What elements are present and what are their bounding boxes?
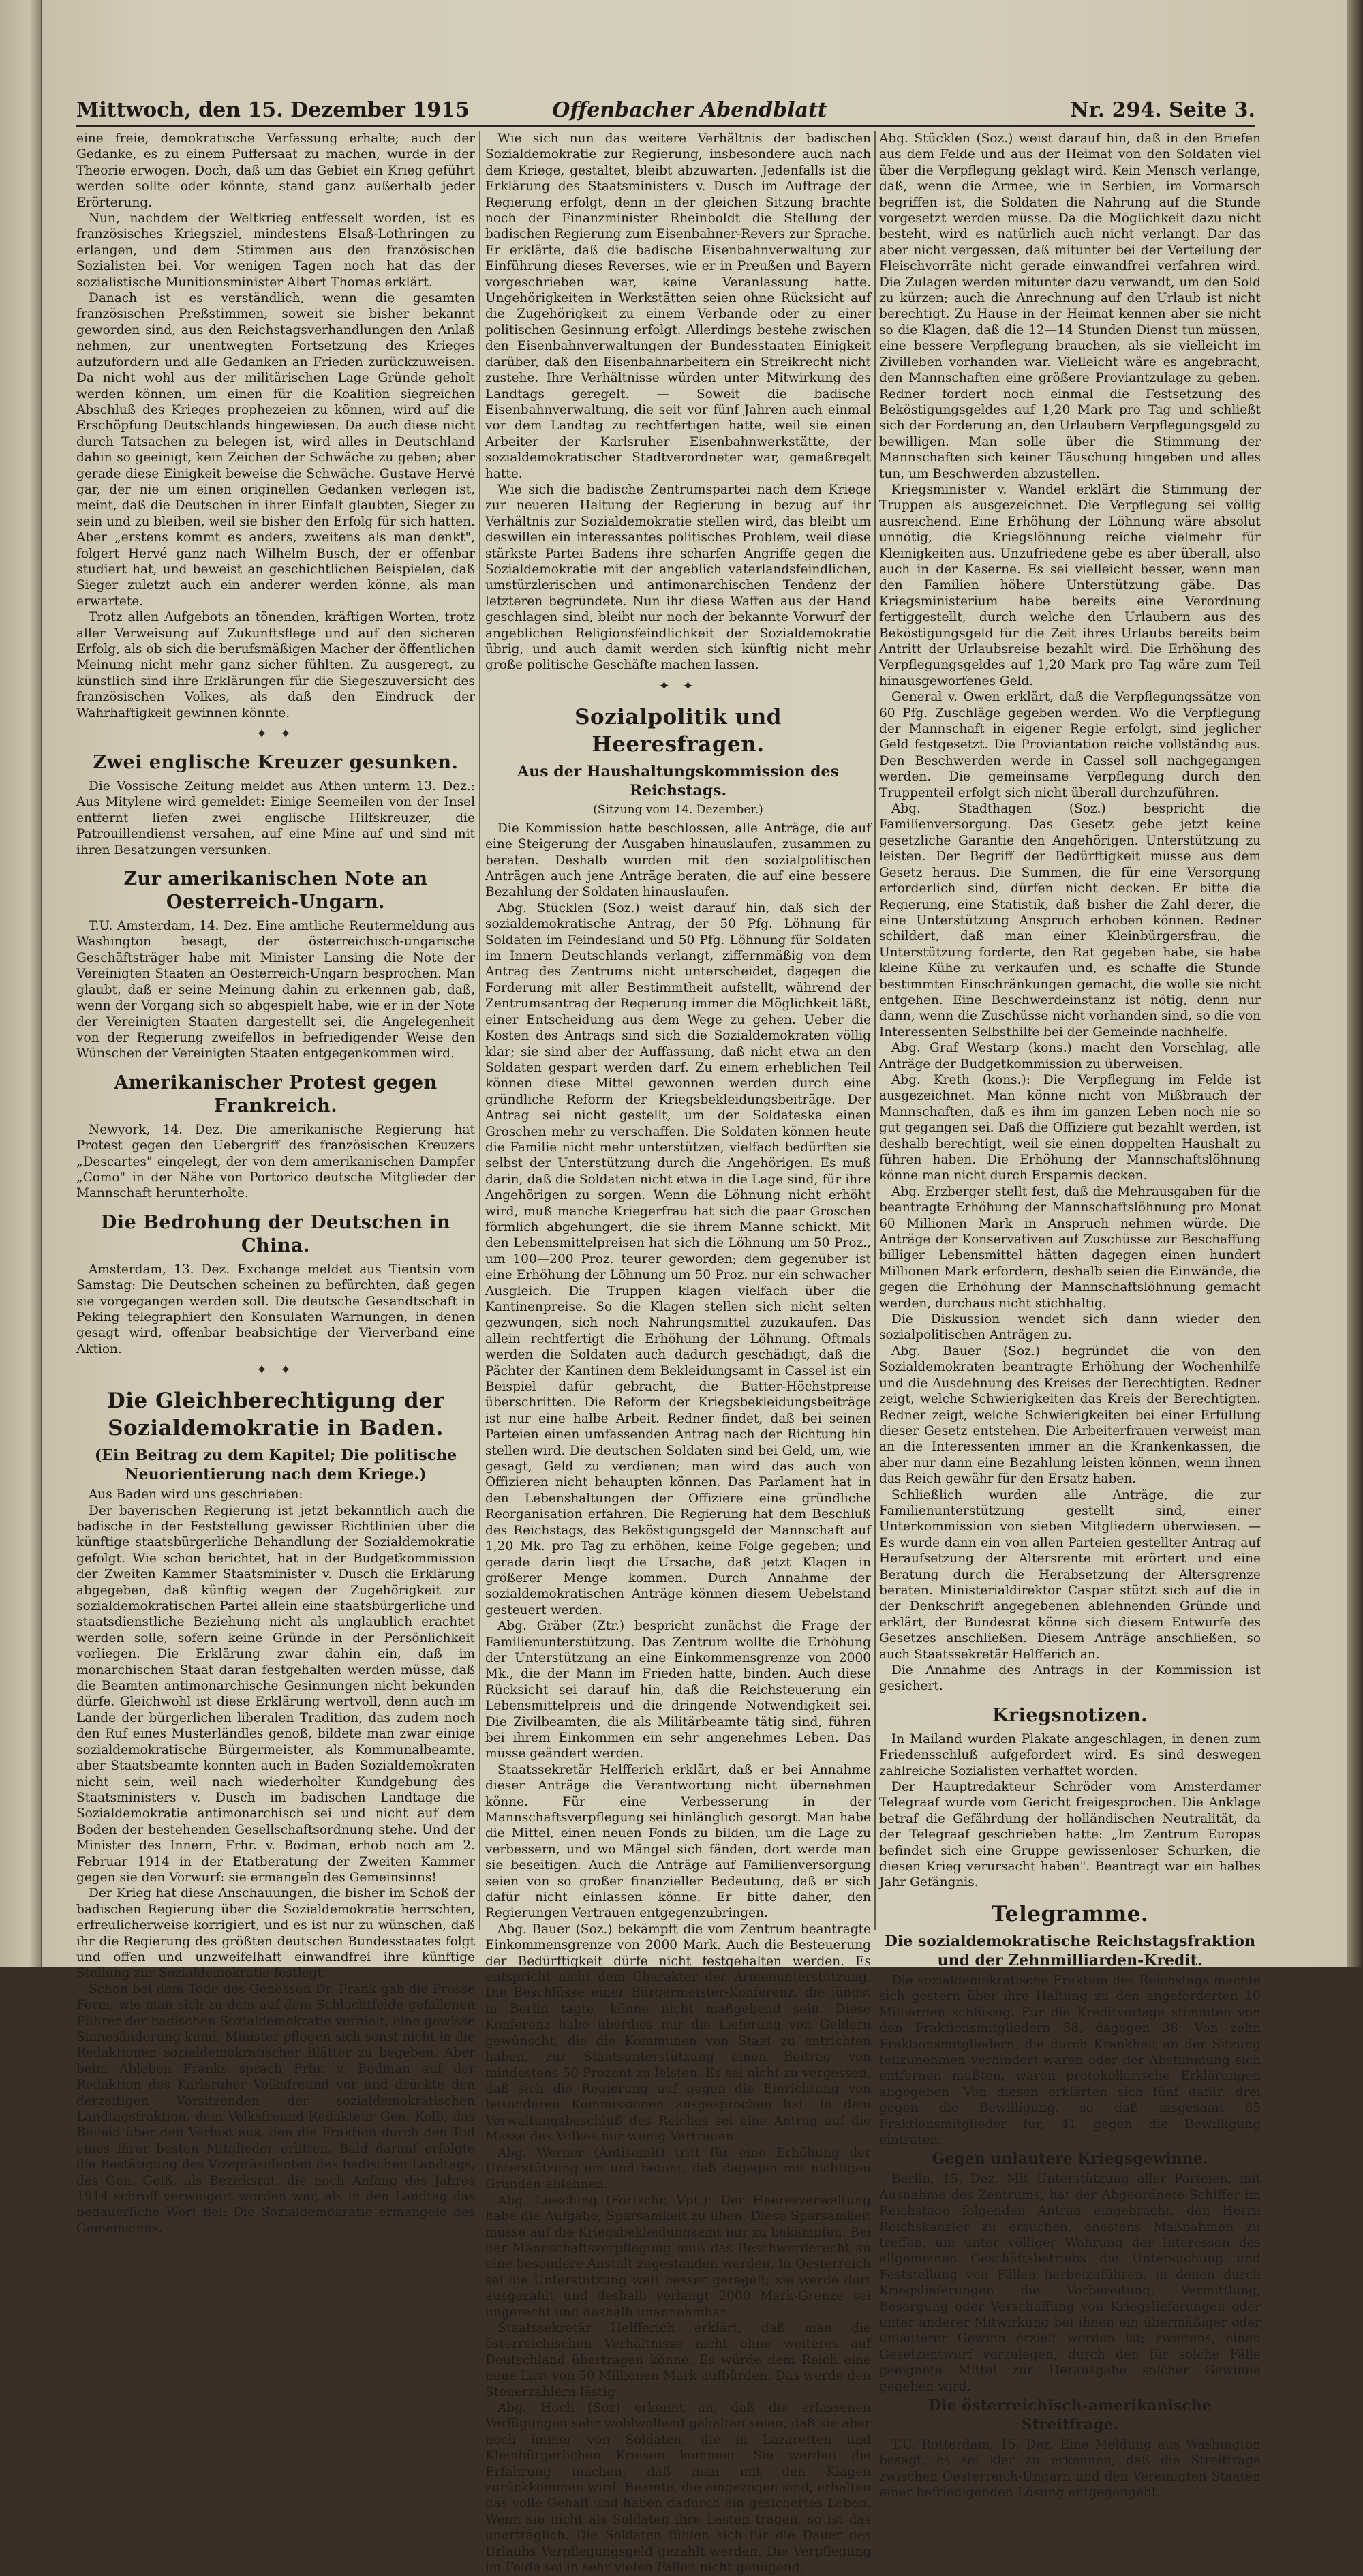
- paragraph: General v. Owen erklärt, daß die Verpflegungssätze von 60 Pfg. Zuschläge gegeben werden. Wo die Verpflegung der Mannschaft in eigener Regie erfolgt, sind jeglicher Geld festgesetzt. Die Proviantation reiche vollständig aus. Den Beschwerden werde in Cassel soll nachgegangen werden. Die gemeinsame Verpflegung durch den Truppenteil erfolgt sich nicht überall durchzuführen.: [879, 690, 1261, 800]
- column-1: [76, 131, 475, 2236]
- paragraph: Schon bei dem Tode des Genossen Dr. Frank gab die Presse Form, wie man sich zu dem auf dem Schlachtfelde gefallenen Führer der badischen Sozialdemokratie verhielt, eine gewisse Sinnesänderung kund. Minister pflogen sich sonst nicht in die Redaktionen sozialdemokratischer Blätter zu begeben. Aber beim Ableben Franks sprach Frhr. v. Bodman auf der Redaktion des Karlsruher Volksfreund vor und drückte den derzeitigen Vorsitzenden der sozialdemokratischen Landtagsfraktion, dem Volksfreund-Redakteur Gen. Kolb, das Beileid über den Verlust aus, den die Fraktion durch den Tod eines ihrer besten Mitglieder erlitten. Bald darauf erfolgte die Bestätigung des Vizepräsidenten des badischen Landtags, des Gen. Geiß, als Bezirksrat, die noch Anfang des Jahres 1914 schroff verweigert worden war, als in den Landtag das bedauerliche Wort fiel: Die Sozialdemokratie ermangele des Gemeinsinns.: [76, 1982, 475, 2236]
- paragraph: Abg. Bauer (Soz.) begründet die von den Sozialdemokraten beantragte Erhöhung der Wochenhilfe und die Ausdehnung des Kreises der Berechtigten. Redner zeigt, welche Schwierigkeiten das Kreis der Berechtigten. Redner zeigt, welche Schwierigkeiten bei einer Erfüllung dieser Gesetz entstehen. Die Arbeiterfrauen verweist man an die Interessenten immer an die Krankenkassen, die aber nur dann eine Bezahlung leisten können, wenn ihnen das Reich gewähr für den Ersatz haben.: [879, 1344, 1261, 1487]
- headline-sozialpolitik: Sozialpolitik und Heeresfragen.: [575, 704, 782, 757]
- header-rule: [76, 125, 1255, 127]
- paragraph: Die Annahme des Antrags in der Kommission ist gesichert.: [879, 1663, 1261, 1694]
- paragraph: Abg. Stücklen (Soz.) weist darauf hin, daß in den Briefen aus dem Felde und aus der Heimat von den Soldaten viel über die Verpflegung geklagt wird. Kein Mensch verlange, daß, wenn die Armee, wie in Serbien, im Vormarsch begriffen ist, die Soldaten die Nahrung auf die Stunde vorgesetzt werden müsse. Da die Möglichkeit dazu nicht besteht, wird es natürlich auch nicht verlangt. Dar das aber nicht vergessen, daß mitunter bei der Verteilung der Fleischvorräte nicht gerade einwandfrei verfahren wird. Die Zulagen werden mitunter dazu verwandt, um den Sold zu kürzen; auch die Anrechnung auf den Urlaub ist nicht berechtigt. Zu Hause in der Heimat kennen aber sie nicht so die Klagen, daß die 12—14 Stunden Dienst tun müssen, eine bessere Verpflegung brauchen, als sie vielleicht im Zivilleben vorhanden war. Vielleicht wäre es angebracht, den Mannschaften eine größere Proviantzulage zu geben. Redner fordert noch einmal die Festsetzung des Beköstigungsgeldes auf 1,20 Mark pro Tag und schließt sich der Forderung an, den Urlaubern Verpflegungsgeld zu bewilligen. Man solle über die Stimmung der Mannschaften sich keiner Täuschung hingeben und alles tun, um Beschwerden abzustellen.: [879, 132, 1261, 481]
- paragraph: In Mailand wurden Plakate angeschlagen, in denen zum Friedensschluß aufgefordert wird. Es sind deswegen zahlreiche Sozialisten verhaftet worden.: [879, 1731, 1261, 1778]
- paragraph: Aus Baden wird uns geschrieben:: [89, 1487, 303, 1502]
- column-rule: [479, 131, 480, 1930]
- paragraph: Danach ist es verständlich, wenn die gesamten französischen Preßstimmen, soweit sie bisher bekannt geworden sind, aus den Reichstagsverhandlungen den Anlaß nehmen, zur unentwegten Fortsetzung des Krieges aufzufordern und alle Gedanken an Frieden zurückzuweisen. Da nicht wohl aus der militärischen Lage Gründe geholt werden können, um einen für die Koalition siegreichen Abschluß des Krieges prophezeien zu können, wird auf die Erschöpfung Deutschlands hingewiesen. Da auch diese nicht durch Tatsachen zu belegen ist, wird alles in Deutschland dahin so geeinigt, kein Zeichen der Schwäche zu geben; aber gerade diese Einigkeit beweise die Schwäche. Gustave Hervé gar, der nie um einen originellen Gedanken verlegen ist, meint, daß die Deutschen in ihrer Einfalt glaubten, Sieger zu sein und zu bleiben, weil sie bisher den Erfolg für sich hatten. Aber „erstens kommt es anders, zweitens als man denkt", folgert Hervé ganz nach Wilhelm Busch, der er offenbar studiert hat, und beweist an geschichtlichen Beispielen, daß Sieger zuletzt auch ein anderer werden könne, als man erwartete.: [76, 291, 475, 609]
- paragraph: Abg. Gräber (Ztr.) bespricht zunächst die Frage der Familienunterstützung. Das Zentrum wollte die Erhöhung der Unterstützung an eine Einkommensgrenze von 2000 Mk., die der Mann im Frieden hatte, binden. Auch diese Rücksicht sei darauf hin, daß die Reichsteuerung ein Lebensmittelpreis und die dringende Notwendigkeit sei. Die Zivilbeamten, die als Militärbeamte tätig sind, führen bei ihrem Einkommen ein sehr angenehmes Leben. Das müsse geändert werden.: [485, 1619, 871, 1761]
- headline-streitfrage: Die österreichisch-amerikanische Streitfrage.: [928, 2397, 1212, 2434]
- paragraph: Amsterdam, 13. Dez. Exchange meldet aus Tientsin vom Samstag: Die Deutschen scheinen zu befürchten, daß gegen sie vorgegangen werden soll. Die deutsche Gesandtschaft in Peking telegraphiert den Konsulaten Warnungen, in denen gesagt wird, offenbar beabsichtige der Vierverband eine Aktion.: [76, 1262, 475, 1357]
- paragraph: Berlin, 15. Dez. Mit Unterstützung aller Parteien, mit Ausnahme des Zentrums, hat der Abgeordnete Schiffer im Reichstage folgenden Antrag eingebracht, den Herrn Reichskanzler zu ersuchen, ehestens Maßnahmen zu treffen, um unter völliger Wahrung der Interessen des allgemeinen Geschäftsbetriebs die Untersuchung und Feststellung von Fällen herbeizuführen, in denen durch Kriegslieferungen die Vorbereitung, Vermittlung, Besorgung oder Verschaffung von Kriegslieferungen oder unter anderer Mitwirkung bei ihnen ein übermäßiger oder unlauterer Gewinn erzielt worden ist; zweitens, einen Gesetzentwurf vorzulegen, durch den für solche Fälle geeignete Mittel zur Herausgabe solcher Gewinne gegeben wird.: [879, 2172, 1261, 2394]
- separator: ✦ ✦: [256, 1361, 296, 1378]
- headline-note: Zur amerikanischen Note an Oesterreich-Ungarn.: [123, 868, 428, 913]
- paragraph: Abg. Werner (Antisemit) tritt für eine Erhöhung der Unterstützung ein und betont, daß dagegen mit nichtigen Gründen ablehnen.: [485, 2145, 871, 2192]
- separator: ✦ ✦: [658, 677, 698, 694]
- header-date: Mittwoch, den 15. Dezember 1915: [76, 98, 470, 122]
- paragraph: T.U. Rotterdam, 15. Dez. Eine Meldung aus Washington besagt, es sei klar zu erkennen, daß die Streitfrage zwischen Oesterreich-Ungarn und den Vereinigten Staaten einer befriedigenden Lösung entgegengeht.: [879, 2438, 1261, 2500]
- headline-china: Die Bedrohung der Deutschen in China.: [100, 1211, 451, 1256]
- paragraph: Schließlich wurden alle Anträge, die zur Familienunterstützung gestellt sind, einer Unterkommission von sieben Mitgliedern überwiesen. — Es wurde dann ein von allen Parteien gestellter Antrag auf Heraufsetzung der Altersrente mit erörtert und eine Beratung durch die Herabsetzung der Altersgrenze beraten. Ministerialdirektor Caspar stützt sich auf die in der Denkschrift angegebenen ablehnenden Gründe und erklärt, der Bundesrat könne sich diesem Entwurfe des Gesetzes anschließen. Diesem Anträge anschließen, so auch Staatssekretär Helfferich an.: [879, 1487, 1261, 1662]
- headline-kreuzer: Zwei englische Kreuzer gesunken.: [93, 752, 459, 774]
- headline-telegramme: Telegramme.: [991, 1901, 1149, 1926]
- headline-baden: Die Gleichberechtigung der Sozialdemokratie in Baden.: [106, 1389, 445, 1441]
- paragraph: Nun, nachdem der Weltkrieg entfesselt worden, ist es französisches Kriegsziel, mindestens Elsaß-Lothringen zu erlangen, und dem Stimmen aus den französischen Sozialisten bei. Vor wenigen Tagen noch hat das der sozialistische Munitionsminister Albert Thomas erklärt.: [76, 211, 475, 290]
- headline-kriegsnotizen: Kriegsnotizen.: [992, 1704, 1148, 1726]
- paragraph: Abg. Erzberger stellt fest, daß die Mehrausgaben für die beantragte Erhöhung der Mannschaftslöhnung pro Monat 60 Millionen Mark in Anspruch nehmen würde. Die Anträge der Konservativen auf Zuschüsse zur Beschaffung billiger Lebensmittel hätten dagegen einen hundert Millionen Mark erfordern, deshalb seien die Einwände, die gegen die Erhöhung der Mannschaftslöhnung gemacht werden, durchaus nicht stichhaltig.: [879, 1184, 1261, 1311]
- paragraph: Staatssekretär Helfferich erklärt, daß man die österreichischen Verhältnisse nicht ohne weiteres auf Deutschland übertragen könne. Es würde dem Reich eine neue Last von 50 Millionen Mark aufbürden. Das werde den Steuerzahlern lästig.: [485, 2321, 871, 2399]
- headline-fraktion: Die sozialdemokratische Reichstagsfraktion und der Zehnmilliarden-Kredit.: [884, 1932, 1256, 1969]
- headline-kriegsgewinne: Gegen unlautere Kriegsgewinne.: [932, 2150, 1208, 2168]
- column-3: [879, 131, 1261, 2500]
- paragraph: Abg. Kreth (kons.): Die Verpflegung im Felde ist ausgezeichnet. Man könne nicht von Mißbrauch der Mannschaften, daß es ihm im ganzen Leben noch nie so gut gegangen sei. Daß die Offiziere gut bezahlt werden, ist deshalb berechtigt, weil sie einen doppelten Haushalt zu führen haben. Die Erhöhung der Mannschaftslöhnung könne man nicht durch Ersparnis decken.: [879, 1072, 1261, 1183]
- subheadline-haushalt: Aus der Haushaltungskommission des Reichstags.: [517, 762, 839, 800]
- paragraph: Die Diskussion wendet sich dann wieder den sozialpolitischen Anträgen zu.: [879, 1312, 1261, 1343]
- column-rule: [874, 131, 876, 1930]
- separator: ✦ ✦: [256, 725, 296, 742]
- book-binding-edge: [1347, 0, 1363, 1967]
- paragraph: Abg. Bauer (Soz.) bekämpft die vom Zentrum beantragte Einkommensgrenze von 2000 Mark. Auch die Besteuerung der Bedürftigkeit dürfe nicht festgehalten werden. Es entspricht nicht dem Charakter der Armenunterstützung. Die Beschlüsse einer Bürgermeister-Konferenz, die jüngst in Berlin tagte, könne nicht maßgebend sein. Diese Konferenz habe überdies nur die Lieferung von Geldern gewünscht, die die Kommunen von Staat zu entrichten haben, zur Staatsunterstützung einen Beitrag von mindestens 50 Prozent zu leisten. Es sei nicht zu vergessen, daß sich die Regierung auf gegen die Einrichtung von besonderen Kommissionen ausgesprochen hat. In dem Verwaltungsbeschluß des Reiches sei eine Antrag auf die Masse des Volkes nur wenig Vertrauen.: [485, 1922, 871, 2145]
- paragraph: Kriegsminister v. Wandel erklärt die Stimmung der Truppen als ausgezeichnet. Die Verpflegung sei völlig ausreichend. Eine Erhöhung der Löhnung wäre absolut unnötig, die Kriegslöhnung reiche vielmehr für Kleinigkeiten aus. Unzufriedene gebe es aber überall, also auch in der Kaserne. Es sei vielleicht besser, wenn man den Familien höhere Unterstützung gäbe. Das Kriegsministerium habe bereits eine Verordnung fertiggestellt, durch welche den Urlaubern aus des Beköstigungsgeld für die Zeit ihres Urlaubs bereits beim Antritt der Urlaubsreise bezahlt wird. Die Erhöhung des Verpflegungsgeldes auf 1,20 Mark pro Tag wäre zum Teil hinausgeworfenes Geld.: [879, 482, 1261, 688]
- subheadline-baden: (Ein Beitrag zu dem Kapitel; Die politische Neuorientierung nach dem Kriege.): [94, 1446, 457, 1484]
- paragraph: Der Krieg hat diese Anschauungen, die bisher im Schoß der badischen Regierung über die Sozialdemokratie herrschten, erfreulicherweise korrigiert, und es ist nur zu wünschen, daß ihr die Regierung des größten deutschen Bundesstaates folgt und offen und unzweifelhaft einwandfrei ihre künftige Stellung zur Sozialdemokratie festlegt.: [76, 1886, 475, 1981]
- paragraph: Der bayerischen Regierung ist jetzt bekanntlich auch die badische in der Feststellung gewisser Richtlinien über die künftige staatsbürgerliche Behandlung der Sozialdemokratie gefolgt. Wie schon berichtet, hat in der Budgetkommission der Zweiten Kammer Staatsminister v. Dusch die Erklärung abgegeben, daß künftig wegen der Zugehörigkeit zur sozialdemokratischen Partei allein eine staatsbürgerliche und staatsdienstliche Beziehung nicht als unglaublich erachtet werden solle, sofern keine Gründe in der Persönlichkeit vorliegen. Die Erklärung zwar dahin ein, daß im monarchischen Staat daran festgehalten werden müsse, daß die Beamten antimonarchische Gesinnungen nicht bekunden dürfe. Gleichwohl ist diese Erklärung wertvoll, denn auch im Lande der bürgerlichen liberalen Tradition, das zudem noch den Ruf eines Musterländles genoß, bildete man zwar einige sozialdemokratische Bürgermeister, als Kommunalbeamte, aber Staatsbeamte konnten auch in Baden Sozialdemokraten nicht sein, weil nach wiederholter Kundgebung des Staatsministers v. Dusch im badischen Landtage die Sozialdemokratie antimonarchisch sei und nicht auf dem Boden der bestehenden Gesellschaftsordnung stehe. Und der Minister des Innern, Frhr. v. Bodman, erhob noch am 2. Februar 1914 in der Etatberatung der Zweiten Kammer gegen sie den Vorwurf: sie ermangeln des Gemeinsinns!: [76, 1503, 475, 1885]
- column-2: [485, 131, 871, 2575]
- paragraph: Die Vossische Zeitung meldet aus Athen unterm 13. Dez.: Aus Mitylene wird gemeldet: Einige Seemeilen von der Insel entfernt liefen zwei englische Hilfskreuzer, die Patrouillendienst versahen, auf eine Mine auf und sind mit ihren Besatzungen versunken.: [76, 779, 475, 858]
- paragraph: Abg. Stücklen (Soz.) weist darauf hin, daß sich der sozialdemokratische Antrag, der 50 Pfg. Löhnung für Soldaten im Feindesland und 50 Pfg. Löhnung für Soldaten im Innern Deutschlands verlangt, ziffernmäßig von dem Antrag des Zentrums nicht unterscheidet, dagegen die Forderung mit aller Bestimmtheit aufstellt, während der Zentrumsantrag der Regierung immer die Möglichkeit läßt, einer Entscheidung aus dem Wege zu gehen. Ueber die Kosten des Antrags sind sich die Sozialdemokraten völlig klar; sie sind aber der Auffassung, daß nicht etwa an den Soldaten gespart werden darf. Zu einem erheblichen Teil können diese Mittel gewonnen werden durch eine gründliche Reform der Kriegsbekleidungsbeiträge. Der Antrag sei nicht gestellt, um der Soldateska einen Groschen mehr zu verschaffen. Die Soldaten können heute die Familie nicht mehr unterstützen, vielfach bedürften sie selbst der Unterstützung durch die Angehörigen. Es muß darin, daß die Soldaten nicht etwa in die Lage sind, für ihre Angehörigen zu sorgen. Wenn die Löhnung nicht erhöht wird, muß manche Kriegerfrau hat sich die paar Groschen förmlich abgehungert, die sie ihrem Manne schickt. Mit den Lebensmittelpreisen hat sich die Löhnung um 50 Proz., um 100—200 Proz. teurer geworden; dem gegenüber ist eine Erhöhung der Löhnung um 50 Proz. nur ein schwacher Ausgleich. Die Truppen klagen vielfach über die Kantinenpreise. So die Klagen stellen sich nicht selten gezwungen, sich noch Nahrungsmittel zuzukaufen. Das allein rechtfertigt die Erhöhung der Löhnung. Oftmals werden die Soldaten auch dadurch geschädigt, daß die Pächter der Kantinen dem Bekleidungsamt in Cassel ist ein Beispiel dafür gebracht, die Butter-Höchstpreise überschritten. Die Reform der Kriegsbekleidungsbeiträge ist nur eine halbe Arbeit. Redner findet, daß bei seinen Parteien einen umfassenden Antrag nach der Richtung hin stellen wird. Die deutschen Soldaten sind bei Geld, um, wie gesagt, Geld zu verdienen; man wird das auch von Offizieren nicht behaupten können. Das Parlament hat in den Lebenshaltungen der Offiziere eine gründliche Reorganisation erfahren. Die Regierung hat dem Beschluß des Reichstags, das Beköstigungsgeld der Mannschaft auf 1,20 Mk. pro Tag zu erhöhen, keine Folge gegeben; und gerade darin liegt die Ursache, daß jetzt Klagen in größerer Menge kommen. Durch Annahme der sozialdemokratischen Anträge können diesem Uebelstand gesteuert werden.: [485, 900, 871, 1618]
- previous-page-edge: [0, 0, 42, 1967]
- headline-protest: Amerikanischer Protest gegen Frankreich.: [114, 1072, 438, 1117]
- paragraph: Der Hauptredakteur Schröder vom Amsterdamer Telegraaf wurde vom Gericht freigesprochen. Die Anklage betraf die Gefährdung der holländischen Neutralität, da der Telegraaf geschrieben hatte: „Im Zentrum Europas befindet sich eine Gruppe gewissenloser Schurken, die diesen Krieg verursacht haben". Beantragt war ein halbes Jahr Gefängnis.: [879, 1780, 1261, 1890]
- paragraph: Die sozialdemokratische Fraktion des Reichstags machte sich gestern über ihre Haltung zu den angeforderten 10 Milliarden schlüssig. Für die Kreditvorlage stimmten von den Fraktionsmitgliedern 58, dagegen 38. Von zehn Fraktionsmitgliedern, die durch Krankheit an der Sitzung teilzunehmen verhindert waren oder der Abstimmung sich entfernen mußten, waren protokollarische Erklärungen abgegeben. Von diesen erklärten sich fünf dafür, drei gegen die Bewilligung, so daß insgesamt 65 Fraktionsmitglieder für, 41 gegen die Bewilligung eintraten.: [879, 1973, 1261, 2147]
- header-issue: Nr. 294. Seite 3.: [1070, 98, 1255, 122]
- paragraph: Wie sich nun das weitere Verhältnis der badischen Sozialdemokratie zur Regierung, insbesondere auch nach dem Kriege, gestaltet, bleibt abzuwarten. Jedenfalls ist die Erklärung des Staatsministers v. Dusch im Auftrage der Regierung erfolgt, denn in der gleichen Sitzung brachte noch der Finanzminister Rheinboldt die Stellung der badischen Regierung zum Eisenbahner-Revers zur Sprache. Er erklärte, daß die badische Eisenbahnverwaltung zur Einführung dieses Reverses, wie er in Preußen und Bayern vorgeschrieben war, keine Veranlassung hatte. Ungehörigkeiten in Werkstätten seien ohne Rücksicht auf die Zugehörigkeit zu einem Verbande oder zu einer politischen Gesinnung erfolgt. Allerdings bestehe zwischen den Eisenbahnverwaltungen der Bundesstaaten Einigkeit darüber, daß den Eisenbahnarbeitern ein Streikrecht nicht zustehe. Ihre Verhältnisse würden unter Mitwirkung des Landtags geregelt. — Soweit die badische Eisenbahnverwaltung, die seit vor fünf Jahren auch einmal vor dem Landtag zu rechtfertigen hatte, weil sie einen Arbeiter der Karlsruher Eisenbahnwerkstätte, der sozialdemokratischer Stadtverordneter war, gemaßregelt hatte.: [485, 132, 871, 481]
- paragraph: eine freie, demokratische Verfassung erhalte; auch der Gedanke, es zu einem Puffersaat zu machen, wurde in der Theorie erwogen. Doch, daß um das Gebiet ein Krieg geführt werden sollte oder könnte, stand ganz außerhalb jeder Erörterung.: [76, 132, 475, 210]
- paragraph: Abg. Hoch (Soz) erkennt an, daß die erlassenen Verfügungen sehr wohlwollend gehalten seien, daß sie aber noch immer von Soldaten, die in Lazaretten und Kleinbürgerlichen Kreisen kommen. Sie werden die Erfahrung machen, daß man mit den Klagen zurückkommen wird. Beamte, die eingezogen sind, erhalten das volle Gehalt und haben dadurch ein gesichertes Leben. Wenn sie nicht als Soldaten ihre Lasten tragen, so ist das unerträglich. Die Soldaten fühlen sich für die Dauer des Urlaubs Verpflegungsgeld gezahlt werden. Die Verpflegung im Felde sei in sehr vielen Fällen nicht genügend.: [485, 2401, 871, 2575]
- paragraph: Wie sich die badische Zentrumspartei nach dem Kriege zur neueren Haltung der Regierung in bezug auf ihr Verhältnis zur Sozialdemokratie stellen wird, das bleibt um deswillen ein interessantes politisches Problem, weil diese stärkste Partei Badens ihre scharfen Angriffe gegen die Sozialdemokratie mit der angeblich vaterlandsfeindlichen, umstürzlerischen und antimonarchischen Tendenz der letzteren begründete. Nun ihr diese Waffen aus der Hand geschlagen sind, bleibt nur noch der bekannte Vorwurf der angeblichen Religionsfeindlichkeit der Sozialdemokratie übrig, und auch damit werden sich künftig nicht mehr große politische Geschäfte machen lassen.: [485, 482, 871, 673]
- paragraph: Newyork, 14. Dez. Die amerikanische Regierung hat Protest gegen den Uebergriff des französischen Kreuzers „Descartes" eingelegt, der von dem amerikanischen Dampfer „Como" in der Nähe von Portorico deutsche Mitglieder der Mannschaft herunterholte.: [76, 1122, 475, 1201]
- paragraph: Staatssekretär Helfferich erklärt, daß er bei Annahme dieser Anträge die Verantwortung nicht übernehmen könne. Für eine Verbesserung in der Mannschaftsverpflegung sei hinlänglich gesorgt. Man habe die Mittel, einen neuen Fonds zu bilden, um die Lage zu verbessern, und wo Mängel sich fänden, dort werde man sie beseitigen. Auch die Anträge auf Familienversorgung seien von so großer finanzieller Bedeutung, daß er sich dafür nicht einlassen könne. Er bitte daher, den Regierungen Vertrauen entgegenzubringen.: [485, 1762, 871, 1921]
- paragraph: Trotz allen Aufgebots an tönenden, kräftigen Worten, trotz aller Verweisung auf Zukunftsflege und auf den sicheren Erfolg, als ob sich die berufsmäßigen Macher der öffentlichen Meinung nicht mehr ganz sicher fühlten. Zu ausgeregt, zu künstlich sind ihre Erklärungen für die Siegeszuversicht des französischen Volkes, als daß den Eindruck der Wahrhaftigkeit gewinnen könnte.: [76, 610, 475, 721]
- paragraph: Abg. Graf Westarp (kons.) macht den Vorschlag, alle Anträge der Budgetkommission zu überweisen.: [879, 1041, 1261, 1072]
- paragraph: Abg. Liesching (Fortschr. Vpt.): Der Heeresverwaltung habe die Aufgabe, Sparsamkeit zu üben. Diese Sparsamkeit müsse auf die Kriegsbekleidungsamt nur zu bekämpfen. Bei der Mannschaftsverpflegung muß das Beschwerderecht an eine besondere Anstalt zugestanden werden. In Oesterreich sei die Unterstützung weit besser geregelt; sie werde dort ausgezahlt und deshalb verlangt 2000 Mark-Grenze sei ungerecht und deshalb unannehmbar.: [485, 2193, 871, 2320]
- paragraph: T.U. Amsterdam, 14. Dez. Eine amtliche Reutermeldung aus Washington besagt, der österreichisch-ungarische Geschäftsträger habe mit Minister Lansing die Note der Vereinigten Staaten an Oesterreich-Ungarn besprochen. Man glaubt, daß er seine Meinung dahin zu erkennen gab, daß, wenn der Vorgang sich so abgespielt habe, wie er in der Note der Vereinigten Staaten dargestellt sei, die Angelegenheit von der Regierung zweifellos in befriedigender Weise den Wünschen der Vereinigten Staaten entgegenkommen wird.: [76, 919, 475, 1061]
- paragraph: Die Kommission hatte beschlossen, alle Anträge, die auf eine Steigerung der Ausgaben hinauslaufen, zusammen zu beraten. Deshalb wurden mit den sozialpolitischen Anträgen auch jene Anträge beraten, die auf eine bessere Bezahlung der Soldaten hinauslaufen.: [485, 821, 871, 900]
- header-paper-name: Offenbacher Abendblatt: [552, 98, 827, 122]
- paragraph: Abg. Stadthagen (Soz.) bespricht die Familienversorgung. Das Gesetz gebe jetzt keine gesetzliche Garantie den Angehörigen. Unterstützung zu leisten. Der Begriff der Bedürftigkeit müsse aus dem Gesetz heraus. Die Summen, die für eine Versorgung erforderlich sind, dürfen nicht decken. Er bitte die Regierung, eine Statistik, daß bisher die Zahl derer, die eine Unterstützung Anspruch erhoben können. Redner schildert, daß man einer Kleinbürgersfrau, die Unterstützung forderte, den Rat gegeben habe, sie habe kleine Kühe zu verkaufen und, es schaffe die Stunde bestimmten Einschränkungen gemacht, die wolle sie nicht entgehen. Eine Beschwerdeinstanz ist nötig, denn nur dann, wenn die Zuschüsse nicht vorhanden sind, so die von Interessenten Selbsthilfe bei der Gemeinde nachhelfe.: [879, 802, 1261, 1040]
- session-date: (Sitzung vom 14. Dezember.): [593, 802, 763, 817]
